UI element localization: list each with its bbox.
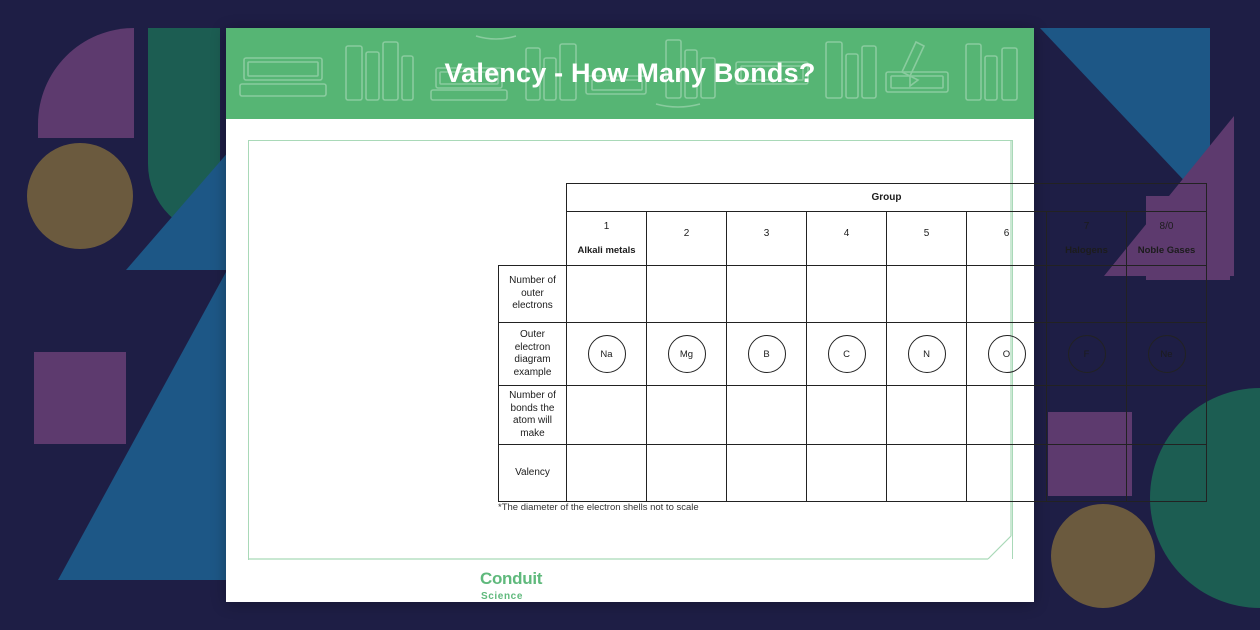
group-name-1: Alkali metals [577,244,636,256]
atom-circle-c [828,335,866,373]
diagram-cell-5[interactable] [887,323,967,386]
logo-sub-text: Science [481,590,524,602]
atom-circle-na [588,335,626,373]
corner-blank-cell [499,184,567,212]
footnote: *The diameter of the electron shells not to scale [498,502,699,513]
atom-symbol-6: O [1002,348,1011,360]
worksheet-card [226,28,1196,602]
atom-symbol-8: Ne [1160,348,1173,360]
decor-purple-square-left [34,352,126,444]
group-cell-7 [1047,212,1127,266]
group-number-2: 2 [683,227,690,239]
atom-symbol-5: N [923,348,930,360]
group-cell-8 [1127,212,1207,266]
atom-circle-o [988,335,1026,373]
answer-cell-bonds-8[interactable] [1127,386,1207,445]
group-number-4: 4 [843,227,850,239]
group-number-5: 5 [923,227,930,239]
atom-symbol-7: F [1083,348,1090,360]
diagram-cell-8[interactable] [1127,323,1207,386]
atom-circle-mg [668,335,706,373]
table-row-bonds [499,386,1207,445]
table-row-group-names [499,212,1207,266]
group-number-3: 3 [763,227,770,239]
atom-circle-f [1068,335,1106,373]
group-number-7: 7 [1083,220,1090,232]
answer-cell-bonds-5[interactable] [887,386,967,445]
table-row-electron-diagram [499,323,1207,386]
page-title: Valency - How Many Bonds? [444,58,816,88]
answer-cell-bonds-2[interactable] [647,386,727,445]
answer-cell-valency-3[interactable] [727,445,807,502]
atom-symbol-4: C [843,348,850,360]
group-number-1: 1 [603,220,610,232]
answer-cell-bonds-6[interactable] [967,386,1047,445]
decor-brown-circle-bottom-right [1051,504,1155,608]
answer-cell-valency-7[interactable] [1047,445,1127,502]
logo-main-text: Conduit [480,569,543,588]
group-cell-3 [727,212,807,266]
valency-table-container [498,183,1214,502]
diagram-cell-7[interactable] [1047,323,1127,386]
answer-cell-valency-2[interactable] [647,445,727,502]
group-name-8: Noble Gases [1137,244,1196,256]
diagram-cell-4[interactable] [807,323,887,386]
answer-cell-outer-electrons-2[interactable] [647,266,727,323]
group-cell-1 [567,212,647,266]
group-cell-5 [887,212,967,266]
atom-circle-n [908,335,946,373]
group-number-8: 8/0 [1159,220,1174,232]
atom-symbol-1: Na [600,348,613,360]
answer-cell-valency-5[interactable] [887,445,967,502]
group-cell-4 [807,212,887,266]
group-header-cell: Group [567,184,1207,212]
diagram-cell-3[interactable] [727,323,807,386]
table-row-outer-electrons [499,266,1207,323]
answer-cell-outer-electrons-4[interactable] [807,266,887,323]
answer-cell-bonds-7[interactable] [1047,386,1127,445]
row-label-valency: Valency [499,445,567,502]
group-cell-6 [967,212,1047,266]
answer-cell-bonds-3[interactable] [727,386,807,445]
atom-circle-ne [1148,335,1186,373]
row-label-bonds: Number of bonds the atom will make [499,386,567,445]
answer-cell-outer-electrons-3[interactable] [727,266,807,323]
header-band [226,28,1034,119]
answer-cell-outer-electrons-1[interactable] [567,266,647,323]
atom-symbol-2: Mg [679,348,694,360]
answer-cell-outer-electrons-8[interactable] [1127,266,1207,323]
group-number-6: 6 [1003,227,1010,239]
answer-cell-outer-electrons-6[interactable] [967,266,1047,323]
table-row-group-header [499,184,1207,212]
brand-logo [480,570,542,602]
answer-cell-outer-electrons-5[interactable] [887,266,967,323]
answer-cell-outer-electrons-7[interactable] [1047,266,1127,323]
answer-cell-valency-4[interactable] [807,445,887,502]
answer-cell-valency-8[interactable] [1127,445,1207,502]
answer-cell-valency-1[interactable] [567,445,647,502]
decor-brown-circle-left [27,143,133,249]
atom-circle-b [748,335,786,373]
diagram-cell-6[interactable] [967,323,1047,386]
answer-cell-valency-6[interactable] [967,445,1047,502]
decor-purple-quarter-top-left [38,28,134,138]
answer-cell-bonds-4[interactable] [807,386,887,445]
diagram-cell-1[interactable] [567,323,647,386]
diagram-cell-2[interactable] [647,323,727,386]
valency-table [498,183,1207,502]
group-name-7: Halogens [1065,244,1108,256]
table-row-valency [499,445,1207,502]
row-label-outer-electrons: Number of outer electrons [499,266,567,323]
answer-cell-bonds-1[interactable] [567,386,647,445]
row-label-electron-diagram: Outer electron diagram example [499,323,567,386]
group-cell-2 [647,212,727,266]
atom-symbol-3: B [763,348,770,360]
corner-blank-cell-2 [499,212,567,266]
